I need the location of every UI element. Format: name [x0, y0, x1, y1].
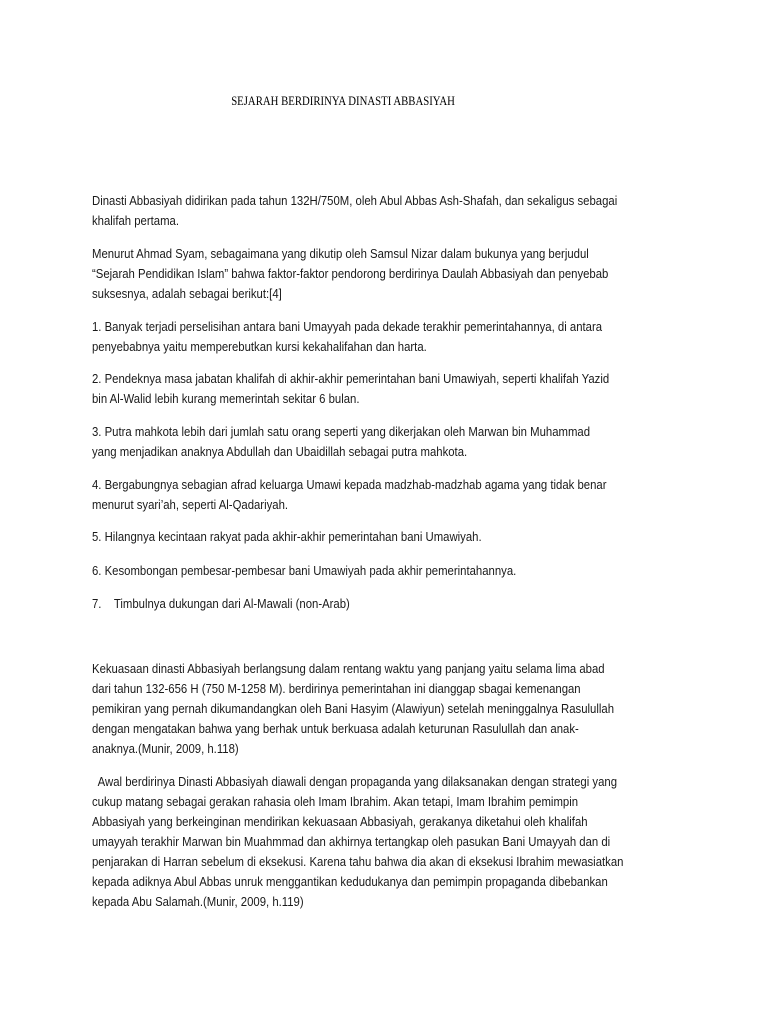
paragraph-line: “Sejarah Pendidikan Islam” bahwa faktor-faktor pendorong berdirinya Daulah Abbasiyah dan penyebab [92, 266, 609, 281]
paragraph-line: khalifah pertama. [92, 213, 180, 228]
list-item-line: bin Al-Walid lebih kurang memerintah sekitar 6 bulan. [92, 391, 360, 406]
list-item-line: 6. Kesombongan pembesar-pembesar bani Umawiyah pada akhir pemerintahannya. [92, 563, 517, 578]
list-item-line: penyebabnya yaitu memperebutkan kursi kekahalifahan dan harta. [92, 339, 427, 354]
paragraph-line: Dinasti Abbasiyah didirikan pada tahun 132H/750M, oleh Abul Abbas Ash-Shafah, dan sekaligus sebagai [92, 193, 618, 208]
paragraph-line: penjarakan di Harran sebelum di eksekusi. Karena tahu bahwa dia akan di eksekusi Ibrahim mewasiatkan [92, 854, 624, 869]
paragraph-line: Abbasiyah yang berkeinginan mendirikan kekuasaan Abbasiyah, gerakanya diketahui oleh khalifah [92, 814, 588, 829]
document-title [0, 94, 686, 109]
list-item-line: 3. Putra mahkota lebih dari jumlah satu orang seperti yang dikerjakan oleh Marwan bin Muhammad [92, 424, 591, 439]
paragraph-line: pemikiran yang pernah dikumandangkan oleh Bani Hasyim (Alawiyun) setelah meninggalnya Rasulullah [92, 701, 615, 716]
paragraph-line: Awal berdirinya Dinasti Abbasiyah diawali dengan propaganda yang dilaksanakan dengan strategi yang [92, 774, 618, 789]
paragraph-line: kepada adiknya Abul Abbas unruk menggantikan kedudukanya dan pemimpin propaganda dibebankan [92, 874, 608, 889]
paragraph-line: dari tahun 132-656 H (750 M-1258 M). berdirinya pemerintahan ini dianggap sbagai kemenangan [92, 681, 581, 696]
paragraph-line: Menurut Ahmad Syam, sebagaimana yang dikutip oleh Samsul Nizar dalam bukunya yang berjudul [92, 246, 589, 261]
paragraph-line: umayyah terakhir Marwan bin Muahmmad dan akhirnya tertangkap oleh pasukan Bani Umayyah dan di [92, 834, 611, 849]
paragraph-line: Kekuasaan dinasti Abbasiyah berlangsung dalam rentang waktu yang panjang yaitu selama lima abad [92, 661, 605, 676]
list-item-line: 2. Pendeknya masa jabatan khalifah di akhir-akhir pemerintahan bani Umawiyah, seperti khalifah Yazid [92, 371, 610, 386]
document-title-text: SEJARAH BERDIRINYA DINASTI ABBASIYAH [231, 94, 455, 108]
paragraph-line: suksesnya, adalah sebagai berikut:[4] [92, 286, 282, 301]
paragraph-line: dengan mengatakan bahwa yang berhak untuk berkuasa adalah keturunan Rasulullah dan anak- [92, 721, 579, 736]
list-item-line: 4. Bergabungnya sebagian afrad keluarga Umawi kepada madzhab-madzhab agama yang tidak benar [92, 477, 607, 492]
list-item-line: 1. Banyak terjadi perselisihan antara bani Umayyah pada dekade terakhir pemerintahannya, di antara [92, 319, 603, 334]
list-item-line: 7. Timbulnya dukungan dari Al-Mawali (non-Arab) [92, 596, 350, 611]
list-item-line: menurut syari’ah, seperti Al-Qadariyah. [92, 497, 289, 512]
paragraph-line: cukup matang sebagai gerakan rahasia oleh Imam Ibrahim. Akan tetapi, Imam Ibrahim pemimpin [92, 794, 579, 809]
paragraph-line: kepada Abu Salamah.(Munir, 2009, h.119) [92, 894, 304, 909]
paragraph-line: anaknya.(Munir, 2009, h.118) [92, 741, 239, 756]
list-item-line: 5. Hilangnya kecintaan rakyat pada akhir-akhir pemerintahan bani Umawiyah. [92, 529, 482, 544]
list-item-line: yang menjadikan anaknya Abdullah dan Ubaidillah sebagai putra mahkota. [92, 444, 468, 459]
